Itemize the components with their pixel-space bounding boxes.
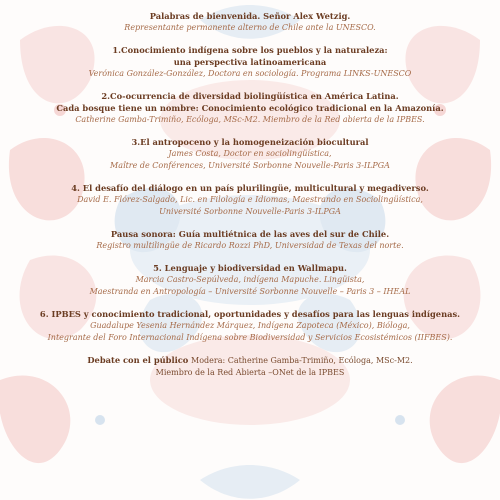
section-title: una perspectiva latinoamericana xyxy=(173,57,327,67)
blue-leaf-ornament xyxy=(200,465,300,499)
debate-line xyxy=(0,354,500,367)
program-section-welcome xyxy=(0,10,500,34)
blue-dot-ornament xyxy=(95,415,105,425)
program-section-4 xyxy=(0,182,500,218)
section-title: Cada bosque tiene un nombre: Conocimiento ecológico tradicional en la Amazonía. xyxy=(56,103,444,113)
section-title: 6. IPBES y conocimiento tradicional, oportunidades y desafíos para las lenguas indígenas. xyxy=(39,309,461,319)
program-section-1 xyxy=(0,44,500,80)
program-section-debate xyxy=(0,354,500,379)
debate-label: Debate con el público xyxy=(87,355,189,365)
section-speaker: Registro multilingüe de Ricardo Rozzi PhD, Universidad de Texas del norte. xyxy=(96,241,404,250)
program-list xyxy=(0,10,500,389)
section-title: 3.El antropoceno y la homogeneización biocultural xyxy=(131,137,369,147)
program-section-5 xyxy=(0,262,500,298)
section-title: Pausa sonora: Guía multiétnica de las aves del sur de Chile. xyxy=(110,229,390,239)
section-title: 5. Lenguaje y biodiversidad en Wallmapu. xyxy=(153,263,347,273)
section-title: 2.Co-ocurrencia de diversidad biolingüística en América Latina. xyxy=(101,91,399,101)
section-speaker: Université Sorbonne Nouvelle-Paris 3-ILPGA xyxy=(159,207,341,216)
debate-moderator: Modera: Catherine Gamba-Trimiño, Ecóloga, MSc-M2. xyxy=(191,356,413,365)
blue-dot-ornament xyxy=(395,415,405,425)
section-title: 1.Conocimiento indígena sobre los pueblos y la naturaleza: xyxy=(112,45,388,55)
section-speaker: Marcia Castro-Sepúlveda, indígena Mapuche. Lingüista, xyxy=(135,275,365,284)
program-section-6 xyxy=(0,308,500,344)
section-speaker: Representante permanente alterno de Chile ante la UNESCO. xyxy=(124,23,376,32)
program-section-2 xyxy=(0,90,500,126)
section-speaker: David E. Flórez-Salgado, Lic. en Filología e Idiomas, Maestrando en Sociolingüística, xyxy=(77,195,423,204)
section-speaker: Catherine Gamba-Trimiño, Ecóloga, MSc-M2. Miembro de la Red abierta de la IPBES. xyxy=(75,115,425,124)
section-speaker: Verónica González-González, Doctora en sociología. Programa LINKS-UNESCO xyxy=(88,69,412,78)
section-title: Palabras de bienvenida. Señor Alex Wetzig. xyxy=(149,11,351,21)
section-title: 4. El desafío del diálogo en un país plurilingüe, multicultural y megadiverso. xyxy=(71,183,429,193)
section-speaker: Guadalupe Yesenia Hernández Márquez, Indígena Zapoteca (México), Bióloga, xyxy=(90,321,410,330)
debate-moderator-affiliation: Miembro de la Red Abierta –ONet de la IPBES xyxy=(155,368,345,377)
section-speaker: Integrante del Foro Internacional Indígena sobre Biodiversidad y Servicios Ecosistémicos (IIFBES). xyxy=(47,333,453,342)
section-speaker: Maître de Conférences, Université Sorbonne Nouvelle-Paris 3-ILPGA xyxy=(110,161,390,170)
program-section-3 xyxy=(0,136,500,172)
section-speaker: James Costa, Doctor en sociolingüística, xyxy=(168,149,332,158)
section-speaker: Maestranda en Antropología – Université Sorbonne Nouvelle – Paris 3 – IHEAL xyxy=(89,287,411,296)
program-section-sound-pause xyxy=(0,228,500,252)
